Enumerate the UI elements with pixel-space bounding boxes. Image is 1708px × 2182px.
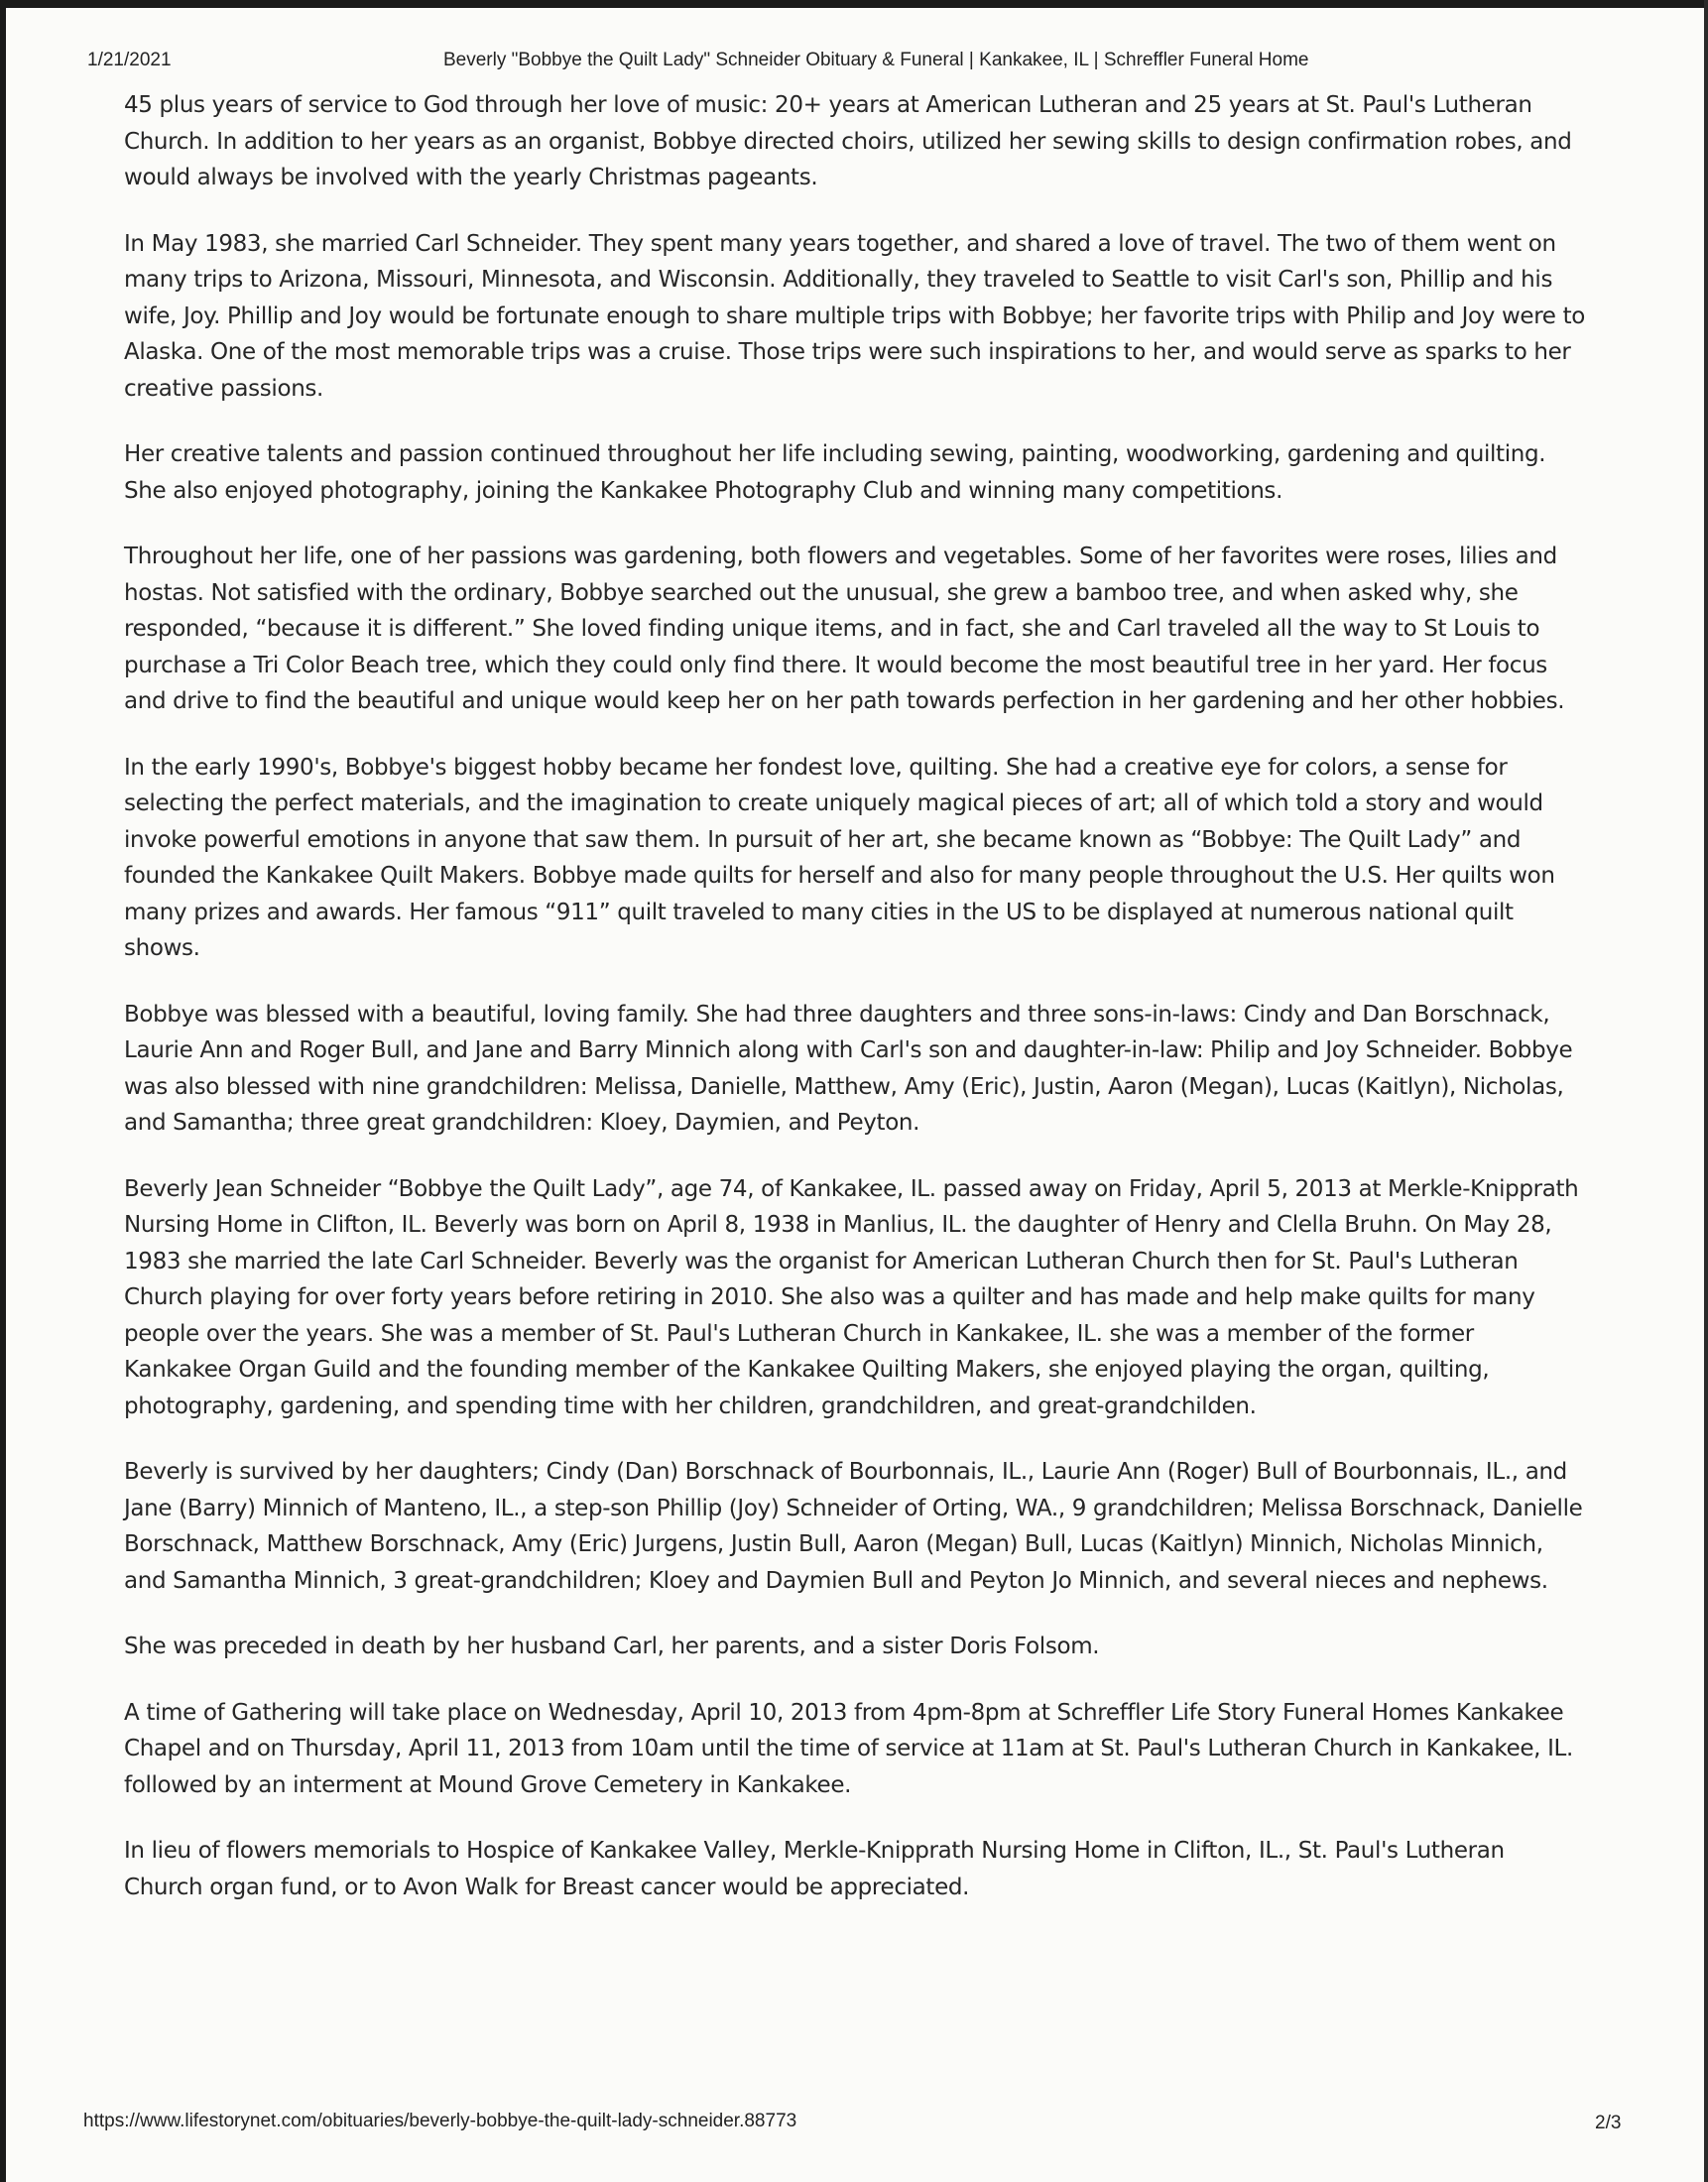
scan-edge-top bbox=[0, 0, 1708, 8]
print-page-title: Beverly "Bobbye the Quilt Lady" Schneider Obituary & Funeral | Kankakee, IL | Schreffler Funeral Home bbox=[443, 50, 1309, 70]
print-date: 1/21/2021 bbox=[87, 50, 172, 70]
paragraph-survivors: Beverly is survived by her daughters; Cindy (Dan) Borschnack of Bourbonnais, IL., Laurie Ann (Roger) Bull of Bourbonnais, IL., and Jane (Barry) Minnich of Manteno, IL., a step-son Phillip (Joy) Schneider of Orting, WA., 9 grandchildren; Melissa Borschnack, Danielle Borschnack, Matthew Borschnack, Amy (Eric) Jurgens, Justin Bull, Aaron (Megan) Bull, Lucas (Kaitlyn) Minnich, Nicholas Minnich, and Samantha Minnich, 3 great-grandchildren; Kloey and Daymien Bull and Peyton Jo Minnich, and several nieces and nephews. bbox=[124, 1459, 1583, 1594]
paragraph-memorials: In lieu of flowers memorials to Hospice of Kankakee Valley, Merkle-Knipprath Nursing Home in Clifton, IL., St. Paul's Lutheran Church organ fund, or to Avon Walk for Breast cancer would be appreciated. bbox=[124, 1838, 1505, 1900]
paragraph-biography: Beverly Jean Schneider “Bobbye the Quilt Lady”, age 74, of Kankakee, IL. passed away on Friday, April 5, 2013 at Merkle-Knipprath Nursing Home in Clifton, IL. Beverly was born on April 8, 1938 in Manlius, IL. the daughter of Henry and Clella Bruhn. On May 28, 1983 she married the late Carl Schneider. Beverly was the organist for American Lutheran Church then for St. Paul's Lutheran Church playing for over forty years before retiring in 2010. She also was a quilter and has made and help make quilts for many people over the years. She was a member of St. Paul's Lutheran Church in Kankakee, IL. she was a member of the former Kankakee Organ Guild and the founding member of the Kankakee Quilting Makers, she enjoyed playing the organ, quilting, photography, gardening, and spending time with her children, grandchildren, and great-grandchilden. bbox=[124, 1175, 1579, 1419]
paragraph-family: Bobbye was blessed with a beautiful, loving family. She had three daughters and three sons-in-laws: Cindy and Dan Borschnack, Laurie Ann and Roger Bull, and Jane and Barry Minnich along with Carl's son and daughter-in-law: Philip and Joy Schneider. Bobbye was also blessed with nine grandchildren: Melissa, Danielle, Matthew, Amy (Eric), Justin, Aaron (Megan), Lucas (Kaitlyn), Nicholas, and Samantha; three great grandchildren: Kloey, Daymien, and Peyton. bbox=[124, 1001, 1573, 1136]
scan-edge-right bbox=[1704, 0, 1708, 2182]
print-url: https://www.lifestorynet.com/obituaries/beverly-bobbye-the-quilt-lady-schneider.88773 bbox=[83, 2111, 797, 2131]
paragraph-gardening: Throughout her life, one of her passions was gardening, both flowers and vegetables. Some of her favorites were roses, lilies and hostas. Not satisfied with the ordinary, Bobbye searched out the unusual, she grew a bamboo tree, and when asked why, she responded, “because it is different.” She loved finding unique items, and in fact, she and Carl traveled all the way to St Louis to purchase a Tri Color Beach tree, which they could only find there. It would become the most beautiful tree in her yard. Her focus and drive to find the beautiful and unique would keep her on her path towards perfection in her gardening and her other hobbies. bbox=[124, 544, 1565, 714]
paragraph-music-service: 45 plus years of service to God through her love of music: 20+ years at American Lutheran and 25 years at St. Paul's Lutheran Church. In addition to her years as an organist, Bobbye directed choirs, utilized her sewing skills to design confirmation robes, and would always be involved with the yearly Christmas pageants. bbox=[124, 92, 1572, 190]
obituary-body bbox=[124, 87, 1587, 1935]
paragraph-creative-talents: Her creative talents and passion continued throughout her life including sewing, painting, woodworking, gardening and quilting. She also enjoyed photography, joining the Kankakee Photography Club and winning many competitions. bbox=[124, 441, 1546, 504]
page-number: 2/3 bbox=[1595, 2113, 1622, 2133]
scan-edge-left bbox=[0, 0, 6, 2182]
paragraph-quilting: In the early 1990's, Bobbye's biggest hobby became her fondest love, quilting. She had a creative eye for colors, a sense for selecting the perfect materials, and the imagination to create uniquely magical pieces of art; all of which told a story and would invoke powerful emotions in anyone that saw them. In pursuit of her art, she became known as “Bobbye: The Quilt Lady” and founded the Kankakee Quilt Makers. Bobbye made quilts for herself and also for many people throughout the U.S. Her quilts won many prizes and awards. Her famous “911” quilt traveled to many cities in the US to be displayed at numerous national quilt shows. bbox=[124, 754, 1555, 961]
paragraph-marriage-travel: In May 1983, she married Carl Schneider. They spent many years together, and shared a love of travel. The two of them went on many trips to Arizona, Missouri, Minnesota, and Wisconsin. Additionally, they traveled to Seattle to visit Carl's son, Phillip and his wife, Joy. Phillip and Joy would be fortunate enough to share multiple trips with Bobbye; her favorite trips with Philip and Joy were to Alaska. One of the most memorable trips was a cruise. Those trips were such inspirations to her, and would serve as sparks to her creative passions. bbox=[124, 230, 1585, 402]
paragraph-gathering: A time of Gathering will take place on Wednesday, April 10, 2013 from 4pm-8pm at Schreffler Life Story Funeral Homes Kankakee Chapel and on Thursday, April 11, 2013 from 10am until the time of service at 11am at St. Paul's Lutheran Church in Kankakee, IL. followed by an interment at Mound Grove Cemetery in Kankakee. bbox=[124, 1699, 1573, 1798]
paragraph-preceded: She was preceded in death by her husband Carl, her parents, and a sister Doris Folsom. bbox=[124, 1634, 1100, 1659]
